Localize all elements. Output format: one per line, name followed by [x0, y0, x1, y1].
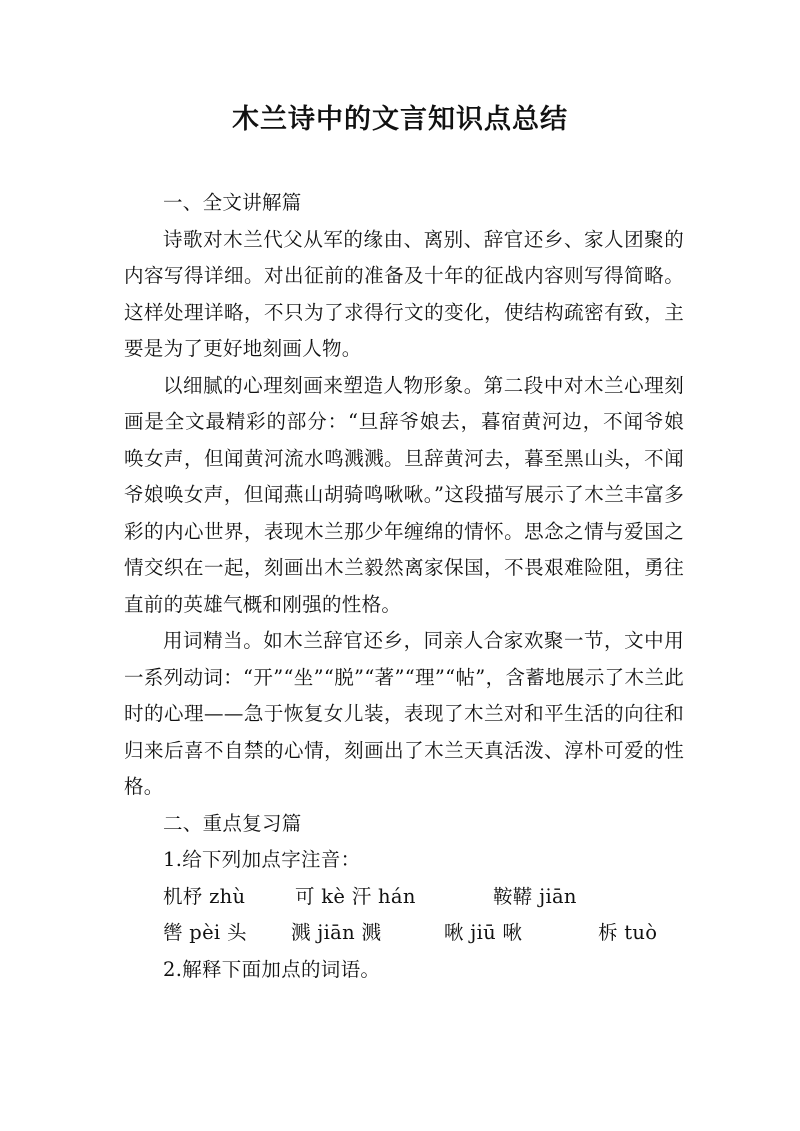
paragraph-3: 用词精当。如木兰辞官还乡，同亲人合家欢聚一节，文中用一系列动词：“开”“坐”“脱”“著”“理”“帖”，含蓄地展示了木兰此时的心理——急于恢复女儿装，表现了木兰对和平生活的向往和归来后喜不自禁的心情，刻画出了木兰天真活泼、淳朴可爱的性格。 [124, 629, 684, 798]
question-1: 1.给下列加点字注音： [163, 848, 361, 871]
pinyin-item: 鞍鞯 jiān [493, 884, 577, 908]
pinyin-item: 溅 jiān 溅 [291, 921, 382, 944]
paragraph-1: 诗歌对木兰代父从军的缘由、离别、辞官还乡、家人团聚的内容写得详细。对出征前的准备及十年的征战内容则写得简略。这样处理详略，不只为了求得行文的变化，使结构疏密有致，主要是为了更好地刻画人物。 [124, 227, 684, 360]
pinyin-item: 可 kè 汗 hán [295, 884, 416, 908]
document-title: 木兰诗中的文言知识点总结 [232, 104, 568, 135]
question-2: 2.解释下面加点的词语。 [163, 957, 381, 981]
document-body [124, 185, 684, 988]
paragraph-2: 以细腻的心理刻画来塑造人物形象。第二段中对木兰心理刻画是全文最精彩的部分：“旦辞爷娘去，暮宿黄河边，不闻爷娘唤女声，但闻黄河流水鸣溅溅。旦辞黄河去，暮至黑山头，不闻爷娘唤女声，但闻燕山胡骑鸣啾啾。”这段描写展示了木兰丰富多彩的内心世界，表现木兰那少年缠绵的情怀。思念之情与爱国之情交织在一起，刻画出木兰毅然离家保国，不畏艰难险阻，勇往直前的英雄气概和刚强的性格。 [124, 373, 684, 616]
pinyin-item: 啾 jiū 啾 [444, 921, 523, 944]
section-heading-2: 二、重点复习篇 [163, 811, 302, 835]
pinyin-row-1 [124, 879, 684, 916]
pinyin-item: 辔 pèi 头 [163, 921, 247, 944]
pinyin-item: 机杼 zhù [163, 884, 246, 908]
section-heading-1: 一、全文讲解篇 [163, 191, 302, 214]
pinyin-item: 柝 tuò [598, 921, 658, 944]
pinyin-row-2 [124, 915, 684, 952]
